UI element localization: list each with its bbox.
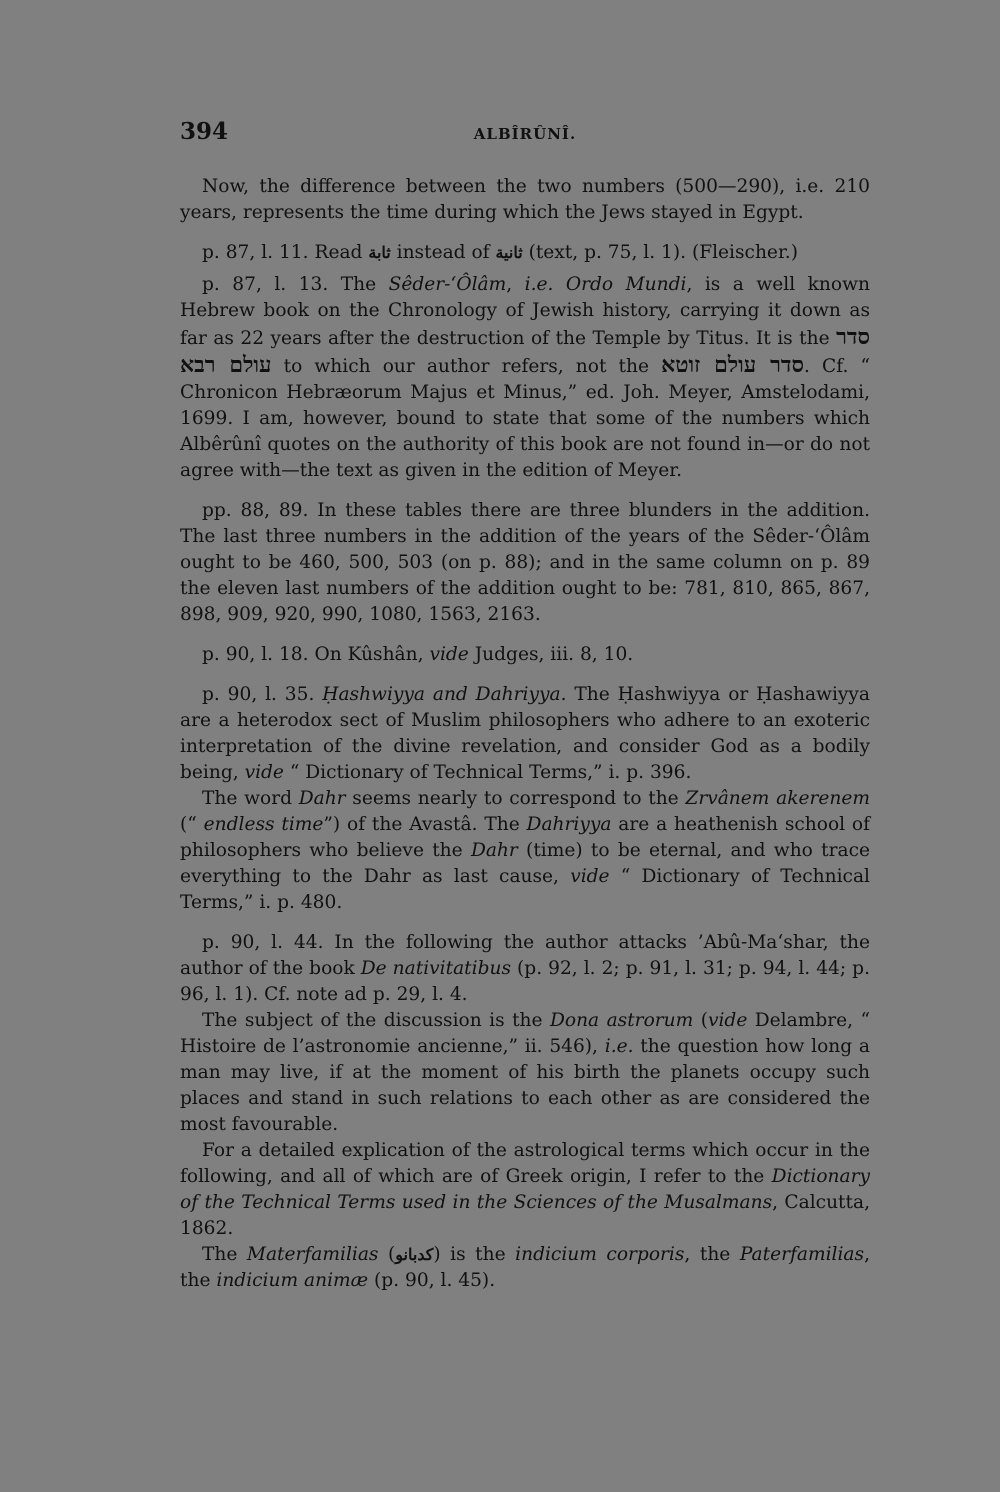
paragraph-dictionary — [180, 1138, 870, 1242]
arabic-word: ثانية — [495, 243, 523, 262]
note-text: (p. 90, l. 45). — [368, 1270, 496, 1291]
italic-term: Materfamilias — [246, 1244, 379, 1265]
note-p87-l11 — [180, 240, 870, 266]
note-text: Judges, iii. 8, 10. — [468, 644, 634, 665]
note-text: The word — [202, 788, 299, 809]
note-text: The subject of the discussion is the — [202, 1010, 550, 1031]
note-text: ) is the — [433, 1244, 516, 1265]
note-text: to which our author refers, not the — [271, 356, 662, 377]
note-text: “ Dictionary of Technical Terms,” i. p. 396. — [283, 762, 692, 783]
hebrew-title: סדר עולם רבא — [180, 324, 870, 378]
italic-term: endless time — [203, 814, 324, 835]
running-title: ALBÎRÛNÎ. — [473, 125, 577, 143]
hebrew-title: סדר עולם זוטא — [661, 352, 805, 378]
note-text: , Calcutta, 1862. — [180, 1192, 870, 1239]
note-text: seems nearly to correspond to the — [345, 788, 686, 809]
italic-term: Zrvânem akerenem — [685, 788, 870, 809]
note-text: Delambre, “ Histoire de l’astronomie ancienne,” ii. 546), — [180, 1010, 870, 1057]
note-text: (text, p. 75, l. 1). (Fleischer.) — [522, 242, 798, 263]
note-text: (time) to be eternal, and who trace everything to the Dahr as last cause, — [180, 840, 870, 887]
italic-term: Dahr — [298, 788, 346, 809]
note-text: ”) of the Avastâ. The — [323, 814, 527, 835]
note-text: p. 90, l. 18. On Kûshân, — [202, 644, 430, 665]
note-text: (p. 92, l. 2; p. 91, l. 31; p. 94, l. 44; p. 96, l. 1). Cf. note ad p. 29, l. 4. — [180, 958, 870, 1005]
note-text: , — [506, 274, 525, 295]
italic-term: i.e. — [604, 1036, 634, 1057]
page — [180, 118, 870, 1294]
note-text: ( — [693, 1010, 708, 1031]
note-text: (“ — [180, 814, 204, 835]
arabic-word: ثابة — [368, 243, 391, 262]
italic-term: Dahr — [470, 840, 518, 861]
page-body — [180, 174, 870, 1294]
note-text: instead of — [390, 242, 496, 263]
note-text: ( — [378, 1244, 396, 1265]
note-text: , the — [684, 1244, 740, 1265]
paragraph-egypt: Now, the difference between the two numbers (500—290), i.e. 210 years, represents the time during which the Jews stayed in Egypt. — [180, 176, 870, 223]
italic-term: vide — [570, 866, 610, 887]
page-header — [180, 118, 870, 158]
italic-term: vide — [707, 1010, 748, 1031]
paragraph-dahr — [180, 786, 870, 916]
italic-term: Dona astrorum — [549, 1010, 694, 1031]
page-number: 394 — [180, 118, 229, 145]
italic-term: Dahriyya — [526, 814, 612, 835]
note-text: “ Dictionary of Technical Terms,” i. p. 480. — [180, 866, 870, 913]
note-text: p. 90, l. 35. — [202, 684, 323, 705]
italic-term: Paterfamilias — [739, 1244, 865, 1265]
note-text: p. 87, l. 11. Read — [202, 242, 369, 263]
italic-term: vide — [429, 644, 469, 665]
paragraph-dona-astrorum — [180, 1008, 870, 1138]
note-text: , the — [180, 1244, 870, 1291]
italic-term: Dictionary of the Technical Terms used in the Sciences of the Musalmans — [180, 1166, 870, 1213]
note-text: , is a well known Hebrew book on the Chronology of Jewish history, carrying it down as far as 22 years after the destruction of the Temple by Titus. It is the — [180, 274, 870, 349]
note-text: The — [202, 1244, 247, 1265]
italic-term: indicium corporis — [515, 1244, 685, 1265]
note-p90-l18 — [180, 642, 870, 668]
italic-term: Ḥashwiyya and Dahriyya. — [322, 684, 567, 705]
note-text: . Cf. “ Chronicon Hebræorum Majus et Minus,” ed. Joh. Meyer, Amstelodami, 1699. I am, however, bound to state that some of the numbers which Albêrûnî quotes on the authority of this book are not found in—or do not agree with—the text as given in the edition of Meyer. — [180, 356, 871, 481]
note-text: p. 90, l. 44. In the following the author attacks ’Abû-Ma‘shar, the author of the book — [180, 932, 870, 979]
note-text: p. 87, l. 13. The — [202, 274, 389, 295]
italic-term: indicium animæ — [216, 1270, 369, 1291]
note-text: the question how long a man may live, if at the moment of his birth the planets occupy such places and stand in such relations to each other as are considered the most favourable. — [180, 1036, 870, 1135]
arabic-word: كدبانو — [395, 1245, 434, 1264]
italic-term: i.e. Ordo Mundi — [524, 274, 687, 295]
paragraph-materfamilias — [180, 1242, 870, 1294]
italic-term: Sêder-‘Ôlâm — [388, 274, 507, 295]
note-p90-l44 — [180, 930, 870, 1008]
italic-term: De nativitatibus — [360, 958, 512, 979]
note-text: are a heathenish school of philosophers who believe the — [180, 814, 870, 861]
note-text: The Ḥashwiyya or Ḥashawiyya are a heterodox sect of Muslim philosophers who adhere to an exoteric interpretation of the divine revelation, and consider God as a bodily being, — [180, 684, 871, 783]
italic-term: vide — [244, 762, 284, 783]
note-text: For a detailed explication of the astrological terms which occur in the following, and all of which are of Greek origin, I refer to the — [180, 1140, 870, 1187]
note-pp88-89: pp. 88, 89. In these tables there are three blunders in the addition. The last three numbers in the addition of the years of the Sêder-‘Ôlâm ought to be 460, 500, 503 (on p. 88); and in the same column on p. 89 the eleven last numbers of the addition ought to be: 781, 810, 865, 867, 898, 909, 920, 990, 1080, 1563, 2163. — [180, 500, 870, 625]
note-p90-l35 — [180, 682, 870, 786]
note-p87-l13 — [180, 272, 870, 484]
